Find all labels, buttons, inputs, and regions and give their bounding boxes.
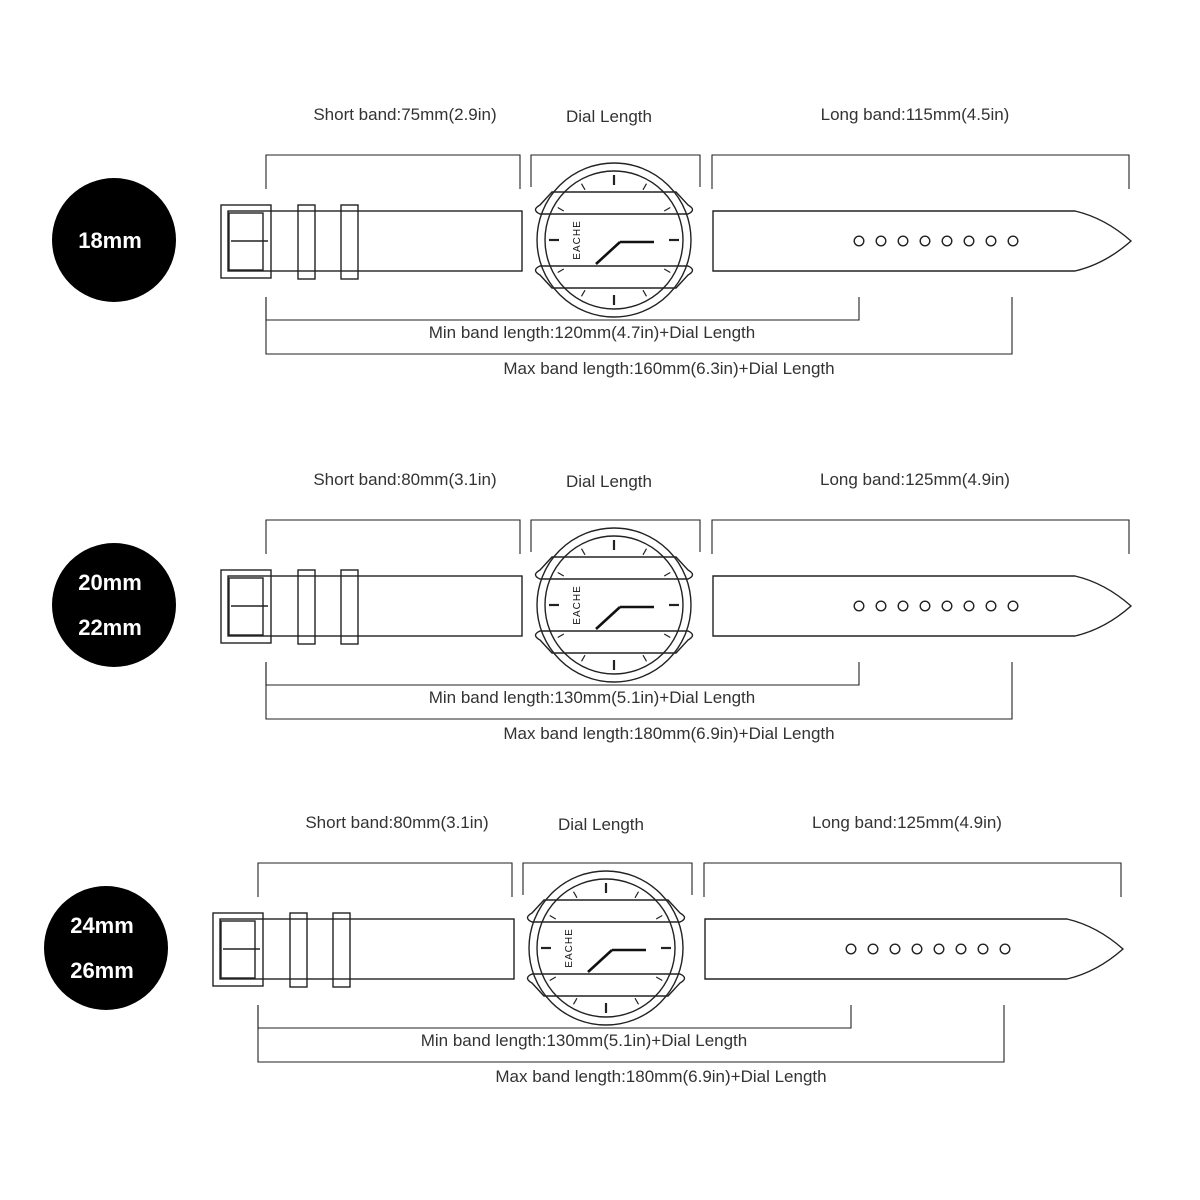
hour-marker: [643, 290, 647, 296]
watch-lug-top: [536, 192, 693, 214]
short-band-label: Short band:80mm(3.1in): [313, 470, 497, 489]
watch-bezel: [537, 528, 691, 682]
size-badge-circle: [44, 886, 168, 1010]
hour-marker: [643, 549, 647, 555]
band-hole: [964, 601, 974, 611]
hour-marker: [656, 977, 662, 981]
watch-lug-top: [536, 557, 693, 579]
hour-marker: [558, 573, 564, 577]
band-keeper: [298, 205, 315, 279]
hour-hand: [596, 242, 620, 264]
watch-lug-bottom: [528, 974, 685, 996]
hour-hand: [588, 950, 612, 972]
watch-lug-top: [528, 900, 685, 922]
band-hole: [868, 944, 878, 954]
min-band-label: Min band length:130mm(5.1in)+Dial Length: [428, 688, 756, 707]
max-band-label: Max band length:160mm(6.3in)+Dial Length: [503, 359, 835, 378]
long-band-bracket: [704, 863, 1121, 897]
band-hole: [942, 601, 952, 611]
min-band-bracket: [266, 297, 859, 320]
long-band-strap: [713, 576, 1131, 636]
band-hole: [1008, 601, 1018, 611]
hour-marker: [635, 892, 639, 898]
long-band-label: Long band:125mm(4.9in): [812, 813, 1002, 832]
hour-marker: [550, 916, 556, 920]
size-badge-2: [52, 543, 176, 667]
short-band-bracket: [266, 520, 520, 554]
hour-marker: [558, 269, 564, 273]
short-band-strap: [228, 576, 522, 636]
max-band-label: Max band length:180mm(6.9in)+Dial Length: [495, 1067, 827, 1086]
band-hole: [920, 601, 930, 611]
band-keeper: [341, 205, 358, 279]
hour-marker: [664, 208, 670, 212]
band-hole: [920, 236, 930, 246]
long-band-bracket: [712, 520, 1129, 554]
min-band-bracket: [258, 1005, 851, 1028]
size-row-3: [213, 813, 1123, 1086]
hour-marker: [643, 655, 647, 661]
band-hole: [934, 944, 944, 954]
size-label: 18mm: [78, 228, 142, 253]
band-hole: [978, 944, 988, 954]
long-band-strap: [705, 919, 1123, 979]
watch-bezel: [529, 871, 683, 1025]
band-hole: [1000, 944, 1010, 954]
min-band-label: Min band length:130mm(5.1in)+Dial Length: [420, 1031, 748, 1050]
hour-marker: [558, 208, 564, 212]
brand-logo: EACHE: [572, 585, 583, 625]
band-hole: [912, 944, 922, 954]
band-hole: [846, 944, 856, 954]
band-hole: [876, 236, 886, 246]
size-label: 20mm: [78, 570, 142, 595]
band-hole: [986, 236, 996, 246]
hour-marker: [574, 998, 578, 1004]
hour-marker: [664, 269, 670, 273]
band-hole: [956, 944, 966, 954]
short-band-label: Short band:80mm(3.1in): [305, 813, 489, 832]
hour-marker: [643, 184, 647, 190]
size-row-2: [221, 470, 1131, 743]
short-band-strap: [220, 919, 514, 979]
short-band-label: Short band:75mm(2.9in): [313, 105, 497, 124]
dial-length-label: Dial Length: [557, 815, 645, 834]
min-band-bracket: [266, 662, 859, 685]
size-badge-1: [52, 178, 176, 302]
watch-lug-bottom: [536, 266, 693, 288]
hour-hand: [596, 607, 620, 629]
band-keeper: [298, 570, 315, 644]
band-keeper: [341, 570, 358, 644]
hour-marker: [656, 916, 662, 920]
band-hole: [964, 236, 974, 246]
band-hole: [854, 601, 864, 611]
hour-marker: [664, 634, 670, 638]
brand-logo: EACHE: [572, 220, 583, 260]
size-label: 24mm: [70, 913, 134, 938]
size-label: 26mm: [70, 958, 134, 983]
band-hole: [890, 944, 900, 954]
short-band-bracket: [266, 155, 520, 189]
long-band-bracket: [712, 155, 1129, 189]
hour-marker: [582, 655, 586, 661]
band-hole: [986, 601, 996, 611]
short-band-strap: [228, 211, 522, 271]
brand-logo: EACHE: [564, 928, 575, 968]
dial-length-label: Dial Length: [565, 107, 653, 126]
size-label: 22mm: [78, 615, 142, 640]
size-badge-circle: [52, 543, 176, 667]
band-keeper: [290, 913, 307, 987]
hour-marker: [574, 892, 578, 898]
band-keeper: [333, 913, 350, 987]
short-band-bracket: [258, 863, 512, 897]
min-band-label: Min band length:120mm(4.7in)+Dial Length: [428, 323, 756, 342]
band-hole: [854, 236, 864, 246]
size-row-1: [221, 105, 1131, 378]
long-band-label: Long band:125mm(4.9in): [820, 470, 1010, 489]
watch-bezel: [537, 163, 691, 317]
long-band-label: Long band:115mm(4.5in): [820, 105, 1010, 124]
max-band-label: Max band length:180mm(6.9in)+Dial Length: [503, 724, 835, 743]
hour-marker: [664, 573, 670, 577]
hour-marker: [558, 634, 564, 638]
band-hole: [876, 601, 886, 611]
band-hole: [1008, 236, 1018, 246]
long-band-strap: [713, 211, 1131, 271]
hour-marker: [582, 184, 586, 190]
hour-marker: [550, 977, 556, 981]
dial-length-label: Dial Length: [565, 472, 653, 491]
band-hole: [898, 236, 908, 246]
hour-marker: [582, 290, 586, 296]
band-hole: [898, 601, 908, 611]
hour-marker: [635, 998, 639, 1004]
size-badge-3: [44, 886, 168, 1010]
hour-marker: [582, 549, 586, 555]
watch-lug-bottom: [536, 631, 693, 653]
band-hole: [942, 236, 952, 246]
